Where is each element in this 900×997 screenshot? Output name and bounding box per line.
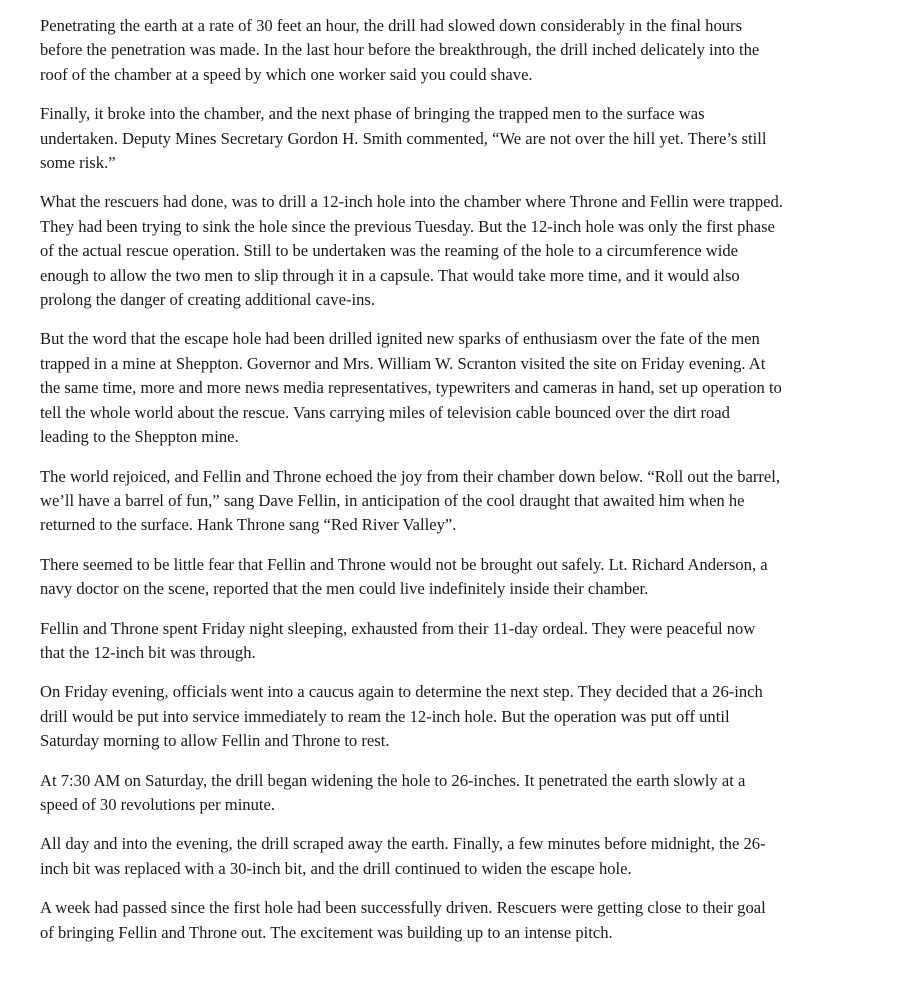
paragraph-3: What the rescuers had done, was to drill a 12-inch hole into the chamber where Throne and Fellin were trapped. They had been trying to sink the hole since the previous Tuesday. But the 12-inch hole was only the first phase of the actual rescue operation. Still to be undertaken was the reaming of the hole to a circumference wide enough to allow the two men to slip through it in a capsule. That would take more time, and it would also prolong the danger of creating additional cave-ins.	[40, 192, 783, 310]
paragraph-8: On Friday evening, officials went into a caucus again to determine the next step. They decided that a 26-inch drill would be put into service immediately to ream the 12-inch hole. But the operation was put off until Saturday morning to allow Fellin and Throne to rest.	[40, 682, 763, 751]
document-page	[40, 14, 870, 960]
paragraph-7: Fellin and Throne spent Friday night sleeping, exhausted from their 11-day ordeal. They were peaceful now that the 12-inch bit was through.	[40, 618, 756, 662]
paragraph-2: Finally, it broke into the chamber, and the next phase of bringing the trapped men to the surface was undertaken. Deputy Mines Secretary Gordon H. Smith commented, “We are not over the hill yet. There’s still some risk.”	[40, 104, 767, 173]
paragraph-9: At 7:30 AM on Saturday, the drill began widening the hole to 26-inches. It penetrated the earth slowly at a speed of 30 revolutions per minute.	[40, 770, 746, 814]
paragraph-4: But the word that the escape hole had been drilled ignited new sparks of enthusiasm over the fate of the men trapped in a mine at Sheppton. Governor and Mrs. William W. Scranton visited the site on Friday evening. At the same time, more and more news media representatives, typewriters and cameras in hand, set up operation to tell the whole world about the rescue. Vans carrying miles of television cable bounced over the dirt road leading to the Sheppton mine.	[40, 329, 782, 447]
paragraph-6: There seemed to be little fear that Fellin and Throne would not be brought out safely. Lt. Richard Anderson, a navy doctor on the scene, reported that the men could live indefinitely inside their chamber.	[40, 554, 768, 599]
paragraph-5: The world rejoiced, and Fellin and Throne echoed the joy from their chamber down below. “Roll out the barrel, we’ll have a barrel of fun,” sang Dave Fellin, in anticipation of the cool draught that awaited him when he returned to the surface. Hank Throne sang “Red River Valley”.	[40, 466, 781, 535]
paragraph-1: Penetrating the earth at a rate of 30 feet an hour, the drill had slowed down considerably in the final hours before the penetration was made. In the last hour before the breakthrough, the drill inched delicately into the roof of the chamber at a speed by which one worker said you could shave.	[40, 16, 760, 84]
paragraph-10: All day and into the evening, the drill scraped away the earth. Finally, a few minutes before midnight, the 26- inch bit was replaced with a 30-inch bit, and the drill continued to widen the escape hole.	[40, 834, 766, 878]
paragraph-11: A week had passed since the first hole had been successfully driven. Rescuers were getting close to their goal of bringing Fellin and Throne out. The excitement was building up to an intense pitch.	[40, 898, 766, 942]
